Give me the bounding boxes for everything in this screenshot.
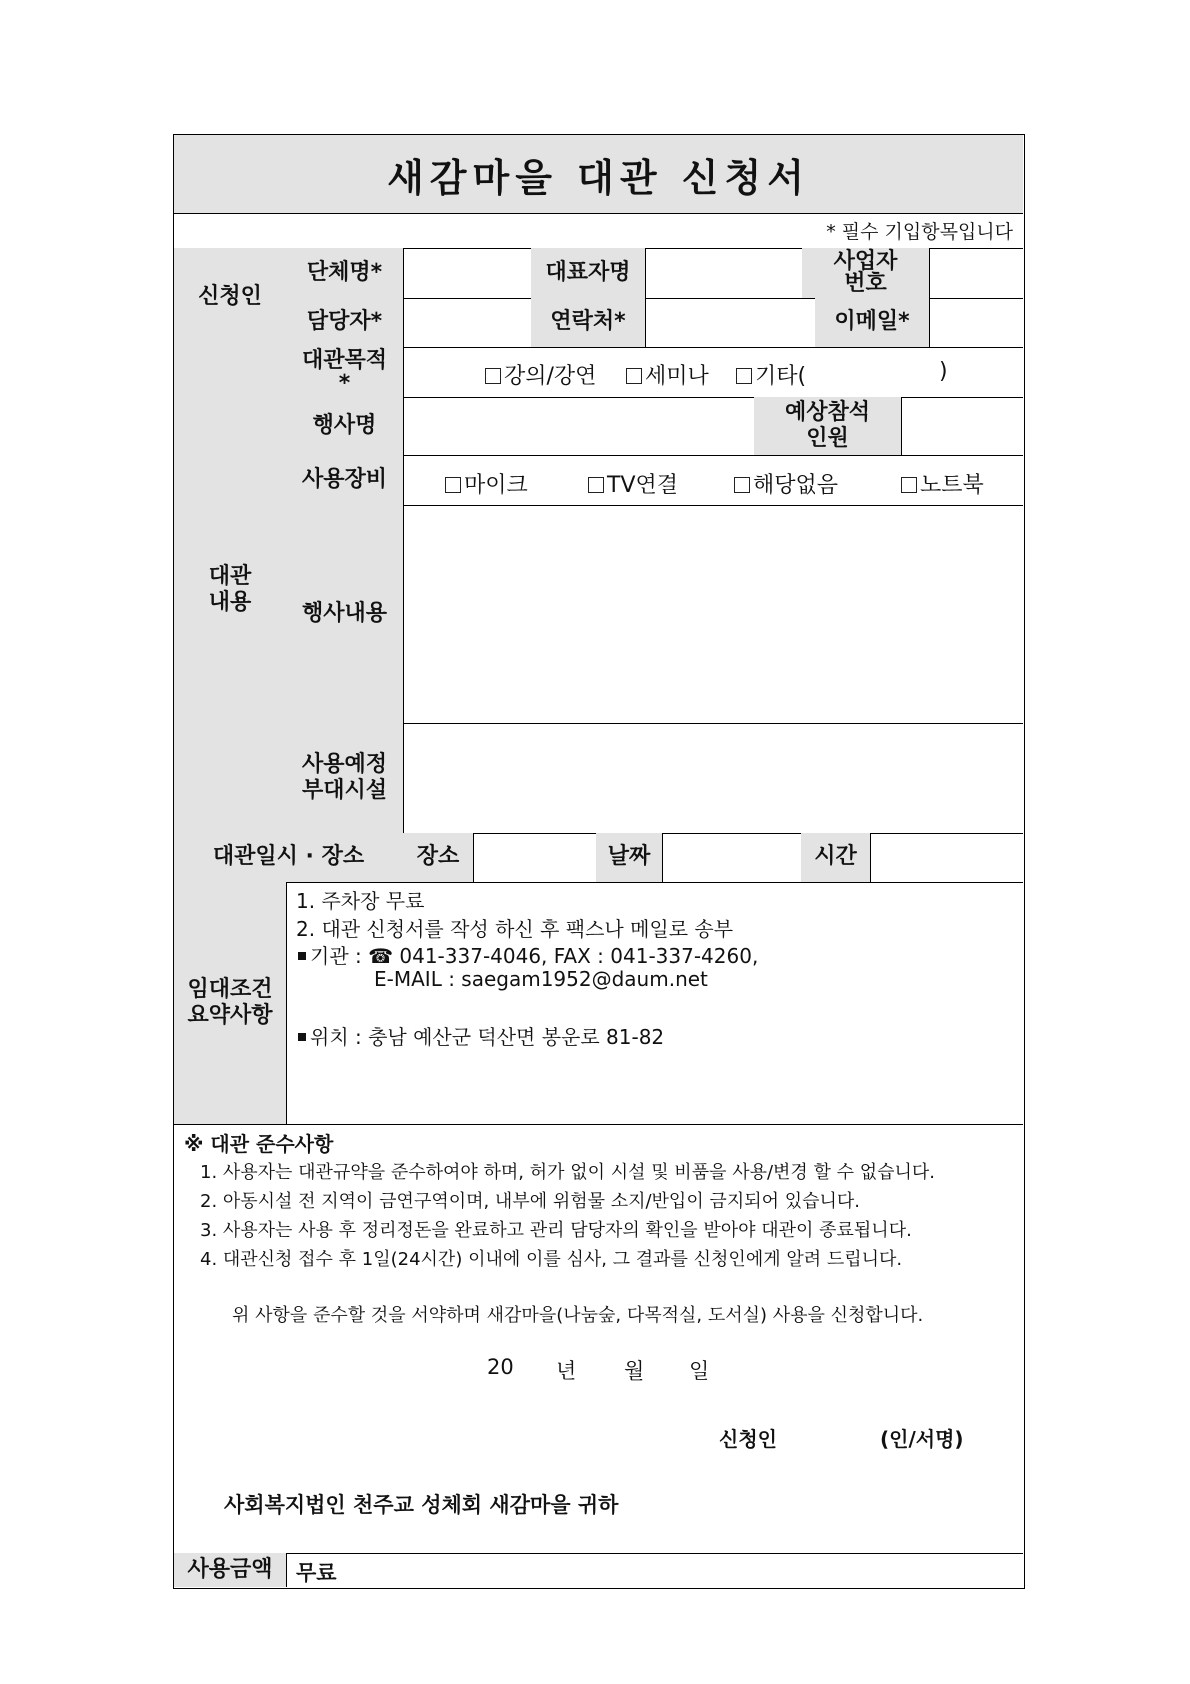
email-field[interactable] xyxy=(929,298,1023,347)
fee-label: 사용금액 xyxy=(187,1556,273,1582)
purpose-label-cell xyxy=(286,347,403,397)
purpose-option-seminar[interactable] xyxy=(626,359,709,390)
attendees-label-2: 인원 xyxy=(806,426,849,451)
phone-icon: ☎ xyxy=(368,944,394,968)
pledge-text: 위 사항을 준수할 것을 서약하며 새감마을(나눔숲, 다목적실, 도서실) 사용을 신청합니다. xyxy=(232,1305,924,1326)
conditions-label-2: 요약사항 xyxy=(187,1003,273,1028)
rental-label-1: 대관 xyxy=(208,563,252,589)
condition-email: E-MAIL : saegam1952@daum.net xyxy=(374,967,708,991)
agency-contact: 041-337-4046, FAX : 041-337-4260, xyxy=(393,944,759,968)
org-name-label-cell xyxy=(286,248,403,298)
required-note-row xyxy=(174,213,1023,248)
condition-location xyxy=(298,1021,664,1050)
rule-item: 4. 대관신청 접수 후 1일(24시간) 이내에 이를 심사, 그 결과를 신청인에게 알려 드립니다. xyxy=(200,1249,903,1270)
purpose-option-label: 강의/강연 xyxy=(504,364,597,389)
equipment-option-laptop[interactable] xyxy=(901,468,984,499)
email-label: 이메일* xyxy=(834,309,910,335)
checkbox-icon[interactable] xyxy=(588,477,604,493)
event-name-label: 행사명 xyxy=(312,412,377,438)
rep-label-cell xyxy=(531,248,645,298)
checkbox-icon[interactable] xyxy=(734,477,750,493)
equipment-option-label: 노트북 xyxy=(920,473,984,498)
schedule-label-cell xyxy=(174,833,403,882)
equipment-option-label: 마이크 xyxy=(464,473,528,498)
time-field[interactable] xyxy=(870,833,1023,882)
schedule-label: 대관일시 · 장소 xyxy=(212,844,365,870)
place-label-cell xyxy=(403,833,473,882)
biz-label-2: 번호 xyxy=(844,271,887,296)
rental-label-2: 내용 xyxy=(208,590,252,615)
applicant-label: 신청인 xyxy=(198,284,262,310)
org-name-label: 단체명* xyxy=(306,259,383,285)
place-field[interactable] xyxy=(473,833,596,882)
attendees-label-cell xyxy=(754,397,901,455)
application-form xyxy=(173,134,1025,1589)
checkbox-icon[interactable] xyxy=(445,477,461,493)
purpose-option-label: 기타( xyxy=(755,364,807,389)
event-name-field[interactable] xyxy=(403,397,754,455)
equipment-option-none[interactable] xyxy=(734,468,838,499)
applicant-section xyxy=(174,248,286,347)
manager-label-cell xyxy=(286,298,403,347)
rep-name-field[interactable] xyxy=(645,248,802,298)
rule-item: 1. 사용자는 대관규약을 준수하여야 하며, 허가 없이 시설 및 비품을 사용/변경 할 수 없습니다. xyxy=(200,1162,936,1183)
biz-number-label-cell xyxy=(802,248,929,298)
checkbox-icon[interactable] xyxy=(485,368,501,384)
purpose-other-close: ) xyxy=(939,359,948,384)
required-note: * 필수 기입항목입니다 xyxy=(826,221,1013,243)
event-content-field[interactable] xyxy=(403,505,1023,723)
time-label: 시간 xyxy=(814,844,857,870)
date-year-unit: 년 xyxy=(556,1359,577,1383)
equipment-label-cell xyxy=(286,455,403,505)
bullet-icon xyxy=(298,1033,306,1041)
contact-label-cell xyxy=(531,298,645,347)
conditions-label-1: 임대조건 xyxy=(187,976,273,1002)
equipment-label: 사용장비 xyxy=(301,466,387,492)
event-name-label-cell xyxy=(286,397,403,455)
checkbox-icon[interactable] xyxy=(626,368,642,384)
contact-label: 연락처* xyxy=(550,309,626,335)
manager-label: 담당자* xyxy=(306,309,383,335)
attendees-label-1: 예상참석 xyxy=(784,399,870,425)
rules-heading: ※ 대관 준수사항 xyxy=(184,1132,334,1156)
event-content-label-cell xyxy=(286,505,403,723)
manager-field[interactable] xyxy=(403,298,531,347)
purpose-option-lecture[interactable] xyxy=(485,359,596,390)
date-label: 날짜 xyxy=(607,844,651,870)
fee-label-cell xyxy=(174,1553,286,1587)
attendees-field[interactable] xyxy=(901,397,1023,455)
purpose-required-mark: * xyxy=(338,370,351,396)
equipment-option-tv[interactable] xyxy=(588,468,678,499)
purpose-label: 대관목적 xyxy=(301,348,387,374)
facility-field[interactable] xyxy=(403,723,1023,833)
title-bar xyxy=(174,135,1023,213)
equipment-option-label: 해당없음 xyxy=(753,473,839,498)
equipment-option-mic[interactable] xyxy=(445,468,528,499)
checkbox-icon[interactable] xyxy=(901,477,917,493)
event-content-label: 행사내용 xyxy=(301,600,387,626)
applicant-sign: 신청인 xyxy=(719,1427,777,1451)
location-text: 위치 : 충남 예산군 덕산면 봉운로 81-82 xyxy=(310,1025,665,1049)
place-label: 장소 xyxy=(416,844,460,870)
biz-label-1: 사업자 xyxy=(833,249,898,274)
page-title: 새감마을 대관 신청서 xyxy=(387,155,810,200)
facility-label-cell xyxy=(286,723,403,833)
equipment-option-label: TV연결 xyxy=(607,473,678,498)
date-day-unit: 일 xyxy=(689,1359,710,1383)
rep-label: 대표자명 xyxy=(545,259,631,285)
date-year: 20 xyxy=(487,1355,514,1379)
biz-number-field[interactable] xyxy=(929,248,1023,298)
contact-field[interactable] xyxy=(645,298,802,347)
purpose-option-other[interactable] xyxy=(736,359,806,390)
condition-agency xyxy=(298,940,758,969)
rule-item: 2. 아동시설 전 지역이 금연구역이며, 내부에 위험물 소지/반입이 금지되어 있습니다. xyxy=(200,1191,860,1212)
checkbox-icon[interactable] xyxy=(736,368,752,384)
agency-prefix: 기관 : xyxy=(310,944,369,968)
time-label-cell xyxy=(801,833,870,882)
seal-sign[interactable]: (인/서명) xyxy=(880,1427,964,1451)
condition-submit: 2. 대관 신청서를 작성 하신 후 팩스나 메일로 송부 xyxy=(296,917,734,941)
condition-parking: 1. 주차장 무료 xyxy=(296,889,425,913)
bullet-icon xyxy=(298,952,306,960)
date-month-unit: 월 xyxy=(624,1359,645,1383)
date-label-cell xyxy=(596,833,662,882)
date-field[interactable] xyxy=(662,833,801,882)
recipient: 사회복지법인 천주교 성체회 새감마을 귀하 xyxy=(224,1493,619,1517)
facility-label-2: 부대시설 xyxy=(301,778,387,803)
fee-value: 무료 xyxy=(296,1561,337,1585)
rule-item: 3. 사용자는 사용 후 정리정돈을 완료하고 관리 담당자의 확인을 받아야 대관이 종료됩니다. xyxy=(200,1220,912,1241)
facility-label-1: 사용예정 xyxy=(301,751,387,777)
purpose-option-label: 세미나 xyxy=(645,364,709,389)
email-label-cell xyxy=(815,298,929,347)
org-name-field[interactable] xyxy=(403,248,531,298)
conditions-label-cell xyxy=(174,882,286,1124)
rental-section xyxy=(174,347,286,833)
